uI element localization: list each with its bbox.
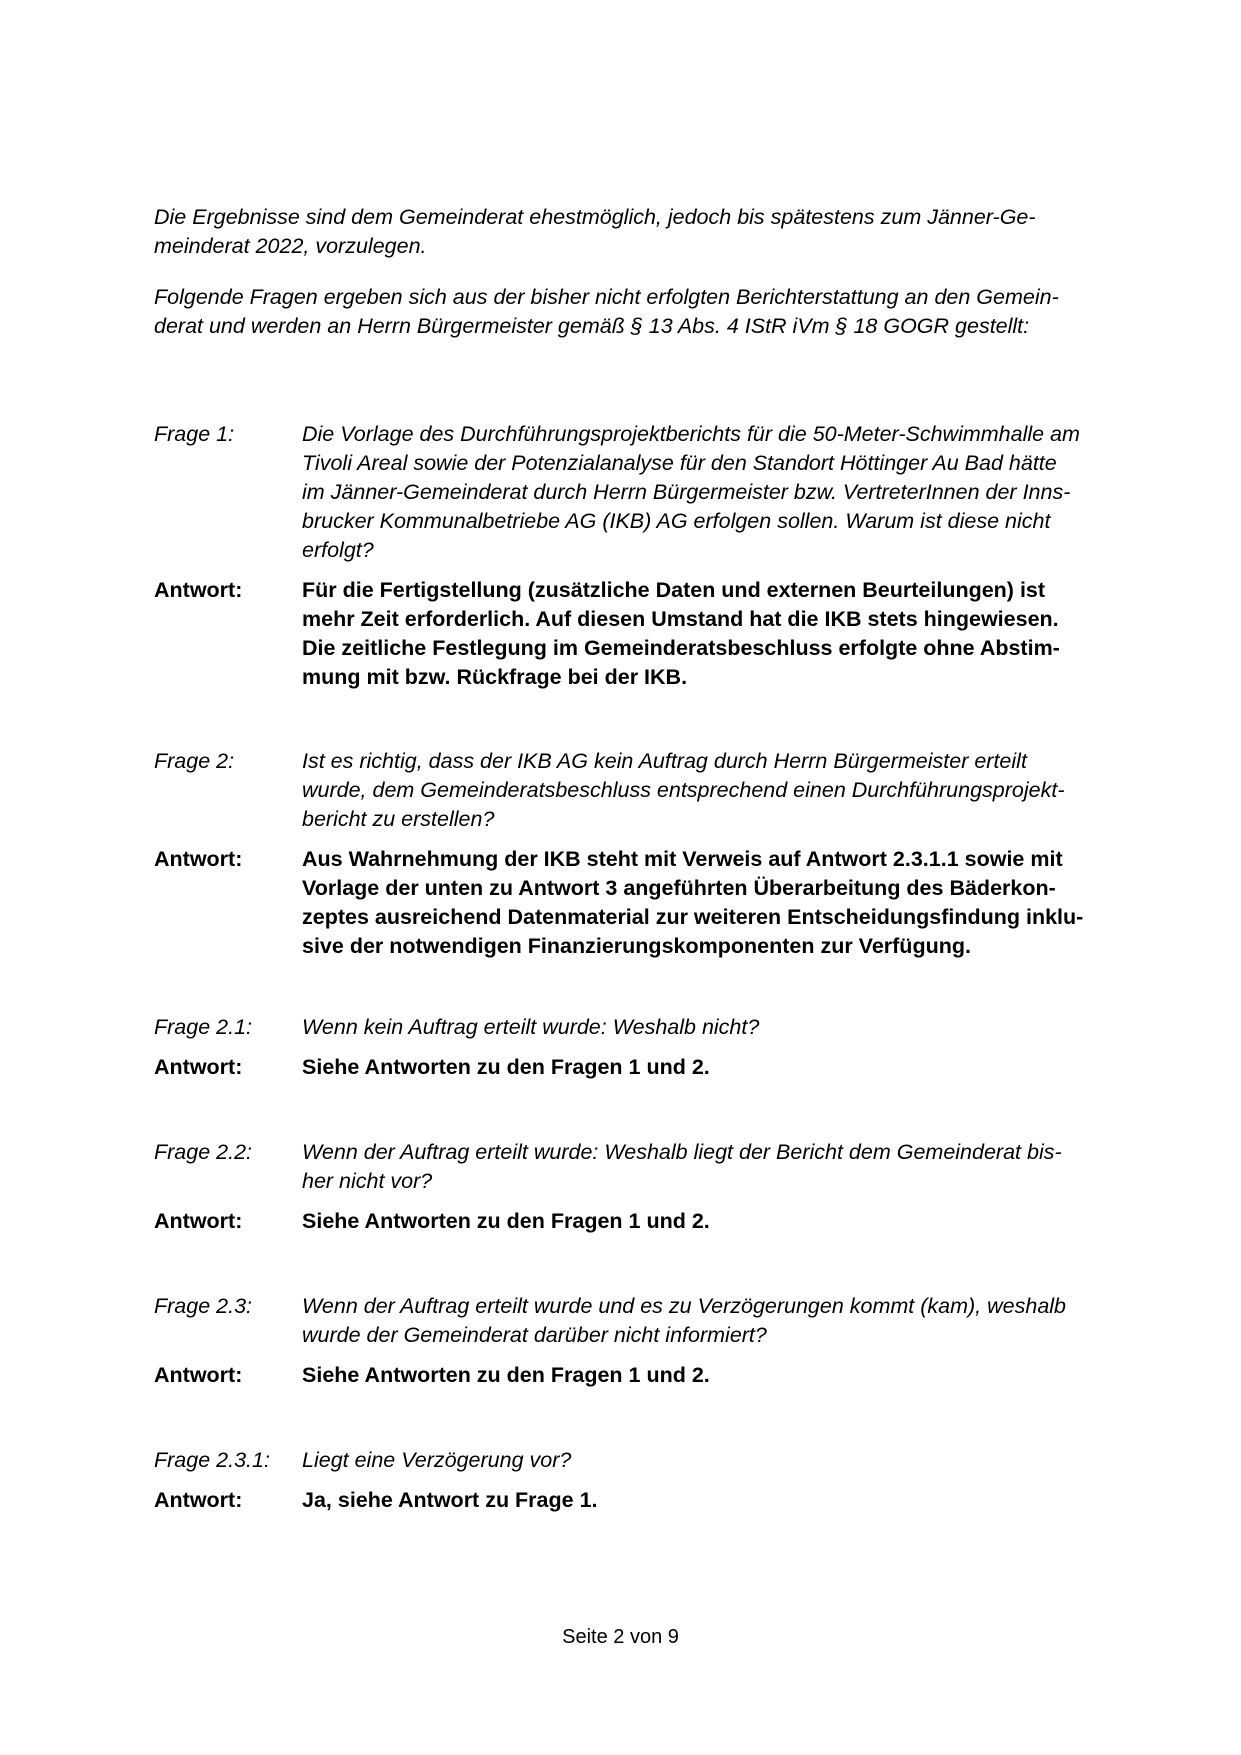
text-line: Die zeitliche Festlegung im Gemeinderatsbeschluss erfolgte ohne Abstim- — [302, 636, 1060, 660]
question-text — [302, 1446, 1144, 1475]
answer-text — [302, 1486, 1144, 1515]
text-line: mung mit bzw. Rückfrage bei der IKB. — [302, 665, 688, 689]
answer-text — [302, 1207, 1144, 1236]
answer-label: Antwort: — [154, 847, 243, 871]
text-line: Siehe Antworten zu den Fragen 1 und 2. — [302, 1055, 710, 1079]
answer-text — [302, 576, 1144, 692]
answer-text — [302, 1053, 1144, 1082]
question-text — [302, 1292, 1144, 1350]
text-line: Die Ergebnisse sind dem Gemeinderat ehestmöglich, jedoch bis spätestens zum Jänner-Ge- — [154, 205, 1036, 229]
text-line: im Jänner-Gemeinderat durch Herrn Bürgermeister bzw. VertreterInnen der Inns- — [302, 480, 1071, 504]
text-line: Ja, siehe Antwort zu Frage 1. — [302, 1488, 598, 1512]
page-number: Seite 2 von 9 — [562, 1626, 679, 1648]
question-text — [302, 1013, 1144, 1042]
text-line: Siehe Antworten zu den Fragen 1 und 2. — [302, 1363, 710, 1387]
answer-label: Antwort: — [154, 1363, 243, 1387]
question-label: Frage 2.3: — [154, 1294, 252, 1318]
text-line: Tivoli Areal sowie der Potenzialanalyse für den Standort Höttinger Au Bad hätte — [302, 451, 1057, 475]
text-line: wurde der Gemeinderat darüber nicht informiert? — [302, 1323, 767, 1347]
question-block-2-3-1 — [154, 1446, 1144, 1515]
text-line: erfolgt? — [302, 538, 374, 562]
answer-label: Antwort: — [154, 1488, 243, 1512]
question-text — [302, 1138, 1144, 1196]
question-label: Frage 2: — [154, 749, 235, 773]
question-block-1 — [154, 420, 1144, 692]
answer-row — [154, 845, 1144, 961]
text-line: Wenn der Auftrag erteilt wurde und es zu Verzögerungen kommt (kam), weshalb — [302, 1294, 1067, 1318]
text-line: zeptes ausreichend Datenmaterial zur weiteren Entscheidungsfindung inklu- — [302, 905, 1084, 929]
question-label: Frage 2.3.1: — [154, 1448, 270, 1472]
answer-label: Antwort: — [154, 1055, 243, 1079]
answer-row — [154, 576, 1144, 692]
question-row — [154, 747, 1144, 834]
answer-text — [302, 1361, 1144, 1390]
text-line: Für die Fertigstellung (zusätzliche Daten und externen Beurteilungen) ist — [302, 578, 1046, 602]
text-line: Wenn der Auftrag erteilt wurde: Weshalb liegt der Bericht dem Gemeinderat bis- — [302, 1140, 1062, 1164]
text-line: Siehe Antworten zu den Fragen 1 und 2. — [302, 1209, 710, 1233]
answer-label: Antwort: — [154, 1209, 243, 1233]
question-text — [302, 420, 1144, 565]
text-line: wurde, dem Gemeinderatsbeschluss entsprechend einen Durchführungsprojekt- — [302, 778, 1065, 802]
text-line: brucker Kommunalbetriebe AG (IKB) AG erfolgen sollen. Warum ist diese nicht — [302, 509, 1051, 533]
question-row — [154, 1292, 1144, 1350]
answer-row — [154, 1361, 1144, 1390]
intro-paragraph-2 — [154, 283, 1144, 341]
question-row — [154, 1138, 1144, 1196]
question-row — [154, 1446, 1144, 1475]
question-block-2 — [154, 747, 1144, 961]
text-line: mehr Zeit erforderlich. Auf diesen Umstand hat die IKB stets hingewiesen. — [302, 607, 1059, 631]
question-text — [302, 747, 1144, 834]
text-line: Aus Wahrnehmung der IKB steht mit Verweis auf Antwort 2.3.1.1 sowie mit — [302, 847, 1063, 871]
question-row — [154, 1013, 1144, 1042]
text-line: meinderat 2022, vorzulegen. — [154, 234, 427, 258]
answer-row — [154, 1486, 1144, 1515]
question-label: Frage 2.1: — [154, 1015, 252, 1039]
text-line: Liegt eine Verzögerung vor? — [302, 1448, 572, 1472]
text-line: Die Vorlage des Durchführungsprojektberichts für die 50-Meter-Schwimmhalle am — [302, 422, 1080, 446]
question-label: Frage 2.2: — [154, 1140, 252, 1164]
text-line: derat und werden an Herrn Bürgermeister gemäß § 13 Abs. 4 IStR iVm § 18 GOGR gestellt: — [154, 314, 1030, 338]
text-line: Folgende Fragen ergeben sich aus der bisher nicht erfolgten Berichterstattung an den Gemein- — [154, 285, 1059, 309]
question-row — [154, 420, 1144, 565]
text-line: Wenn kein Auftrag erteilt wurde: Weshalb nicht? — [302, 1015, 760, 1039]
intro-paragraph-1 — [154, 203, 1144, 261]
text-line: her nicht vor? — [302, 1169, 433, 1193]
answer-row — [154, 1207, 1144, 1236]
question-block-2-2 — [154, 1138, 1144, 1236]
text-line: Vorlage der unten zu Antwort 3 angeführten Überarbeitung des Bäderkon- — [302, 876, 1056, 900]
question-block-2-1 — [154, 1013, 1144, 1082]
answer-label: Antwort: — [154, 578, 243, 602]
answer-row — [154, 1053, 1144, 1082]
text-line: bericht zu erstellen? — [302, 807, 495, 831]
text-line: Ist es richtig, dass der IKB AG kein Auftrag durch Herrn Bürgermeister erteilt — [302, 749, 1027, 773]
answer-text — [302, 845, 1144, 961]
question-block-2-3 — [154, 1292, 1144, 1390]
text-line: sive der notwendigen Finanzierungskomponenten zur Verfügung. — [302, 934, 971, 958]
question-label: Frage 1: — [154, 422, 235, 446]
